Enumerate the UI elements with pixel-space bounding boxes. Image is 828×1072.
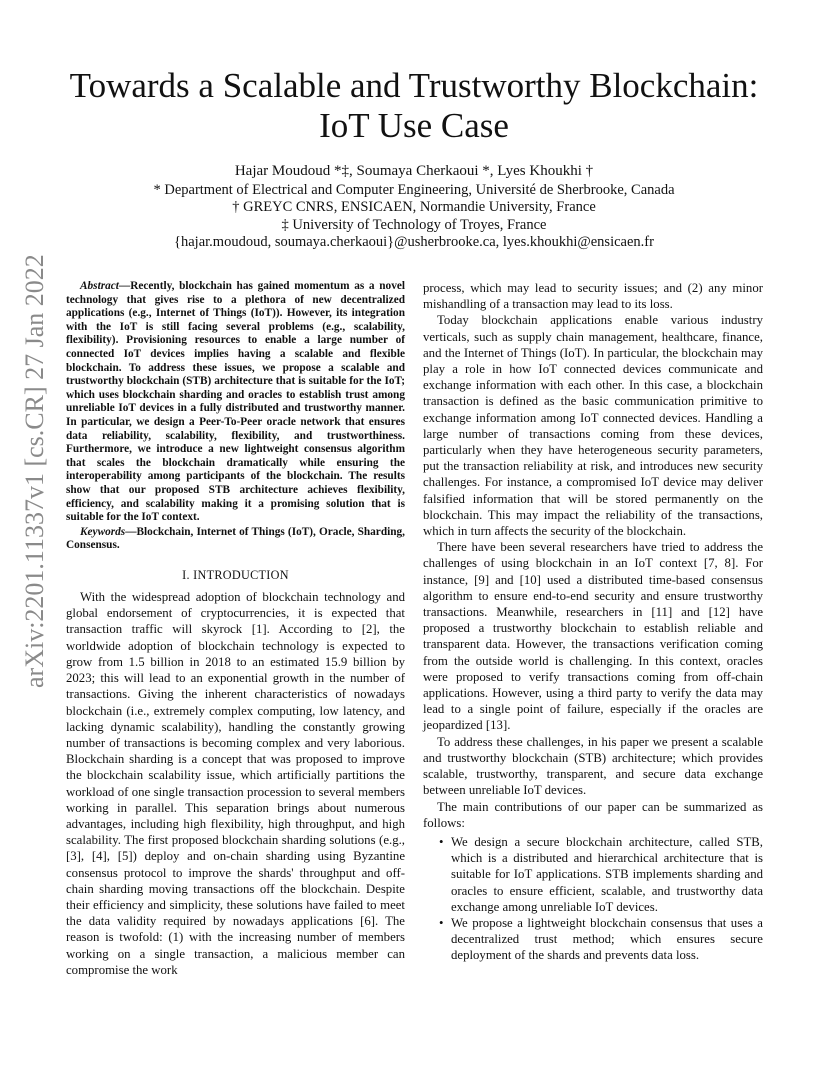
list-item-text: We propose a lightweight blockchain consensus that uses a decentralized trust method; which ensures secure deployment of the shards and prevents data loss. (451, 915, 763, 963)
list-item (423, 834, 763, 915)
paragraph-continued: process, which may lead to security issues; and (2) any minor mishandling of a transaction may lead to its loss. (423, 281, 763, 312)
arxiv-identifier: arXiv:2201.11337v1 [cs.CR] 27 Jan 2022 (20, 254, 49, 688)
bullet-marker: • (439, 915, 444, 930)
section-heading-introduction: I. INTRODUCTION (182, 567, 289, 582)
affiliation-1: * Department of Electrical and Computer Engineering, Université de Sherbrooke, Canada (153, 181, 675, 198)
abstract-label: Abstract (80, 280, 119, 292)
contributions-list (423, 834, 763, 964)
author-emails: {hajar.moudoud, soumaya.cherkaoui}@usherbrooke.ca, lyes.khoukhi@ensicaen.fr (174, 234, 654, 250)
paragraph-related-work: There have been several researchers have tried to address the challenges of using blockchain in an IoT context [7, 8]. For instance, [9] and [10] used a distributed time-based consensus algorithm to ensure end-to-end security and ensure trustworthy transactions. Meanwhile, researchers in [11] and [12] have proposed a trustworthy blockchain to establish reliable and transparent data. However, the transactions verification coming from the outside world is challenging. In this context, oracles were proposed to verify transactions coming from off-chain applications. However, using a third party to verify the data may lead to a single point of failure, especially if the oracles are jeopardized [13]. (423, 540, 763, 733)
affiliation-3: ‡ University of Technology of Troyes, France (281, 216, 547, 233)
list-item-text: We design a secure blockchain architecture, called STB, which is a distributed and hierarchical architecture that is suitable for IoT applications. STB implements sharding and oracles to ensure efficient, scalable, and trustworthy data exchange among unreliable IoT devices. (451, 834, 763, 914)
keywords-text: —Blockchain, Internet of Things (IoT), Oracle, Sharding, Consensus. (66, 525, 405, 552)
intro-paragraph: With the widespread adoption of blockchain technology and global endorsement of cryptocurrencies, it is expected that transaction traffic will skyrock [1]. According to [2], the worldwide adoption of blockchain technology is expected to grow from 1.5 billion in 2018 to an estimated 15.9 billion by 2023; this will lead to an exponential growth in the number of transactions. Giving the inherent characteristics of nowadays blockchain (i.e., extremely complex computing, low latency, and lacking dynamic scalability), handling the constantly growing number of transactions is becoming complex and very laborious. Blockchain sharding is a concept that was proposed to improve the blockchain scalability issue, which artificially partitions the workload of one single transaction procession to several members working in parallel. This separation brings about numerous advantages, including high flexibility, high throughput, and high scalability. The first proposed blockchain sharding solutions (e.g., [3], [4], [5]) deploy and on-chain sharding using Byzantine consensus protocol to improve the shards' throughput and off-chain sharding moving transactions off the blockchain. Despite their efficiency and simplicity, these solutions have failed to meet the data validity required by nowadays applications [6]. The reason is twofold: (1) with the increasing number of members working on a single transaction, a malicious member can compromise the work (66, 590, 405, 977)
paragraph-contributions-intro: The main contributions of our paper can be summarized as follows: (423, 799, 763, 830)
author-names: Hajar Moudoud *‡, Soumaya Cherkaoui *, Lyes Khoukhi † (234, 163, 594, 179)
title-line-2: IoT Use Case (319, 106, 509, 145)
bullet-marker: • (439, 834, 444, 849)
abstract (66, 280, 405, 525)
paper-title (60, 66, 768, 146)
author-block (60, 163, 768, 252)
keywords (66, 526, 405, 553)
paragraph-proposal: To address these challenges, in his paper we present a scalable and trustworthy blockchain (STB) architecture; which provides scalable, trustworthy, transparent, and secure data exchange between unreliable IoT devices. (423, 734, 763, 798)
paragraph-applications: Today blockchain applications enable various industry verticals, such as supply chain management, healthcare, finance, and the Internet of Things (IoT). In particular, the blockchain may play a role in how IoT connected devices communicate and exchange information with each other. In this case, a blockchain transaction is defined as the basic communication primitive to exchange information among IoT connected devices. Handling a large number of transactions coming from these devices, particularly when they have heterogeneous security parameters, put the transaction reliability at risk, and introduces new security challenges. For instance, a compromised IoT device may deliver falsified information that will be stored permanently on the blockchain. This may impact the reliability of the transactions, which in turn affects the security of the blockchain. (423, 313, 763, 539)
abstract-text: —Recently, blockchain has gained momentum as a novel technology that gives rise to a plethora of new decentralized applications (e.g., Internet of Things (IoT)). However, its integration with the IoT is still facing several problems (e.g., scalability, flexibility). Provisioning resources to enable a large number of connected IoT devices implies having a scalable and flexible blockchain. To address these issues, we propose a scalable and trustworthy blockchain (STB) architecture that is suitable for the IoT; which uses blockchain sharding and oracles to establish trust among unreliable IoT devices in a fully distributed and trustworthy manner. In particular, we design a Peer-To-Peer oracle network that ensures data reliability, scalability, flexibility, and trustworthiness. Furthermore, we introduce a new lightweight consensus algorithm that scales the blockchain dramatically while ensuring the interoperability among participants of the blockchain. The results show that our proposed STB architecture achieves flexibility, efficiency, and scalability making it a promising solution that is suitable for the IoT context. (66, 280, 405, 524)
keywords-label: Keywords (80, 525, 126, 538)
title-line-1: Towards a Scalable and Trustworthy Blockchain: (69, 66, 759, 105)
right-column (423, 280, 763, 964)
left-column (66, 280, 405, 978)
affiliation-2: † GREYC CNRS, ENSICAEN, Normandie University, France (232, 199, 596, 215)
list-item (423, 915, 763, 964)
